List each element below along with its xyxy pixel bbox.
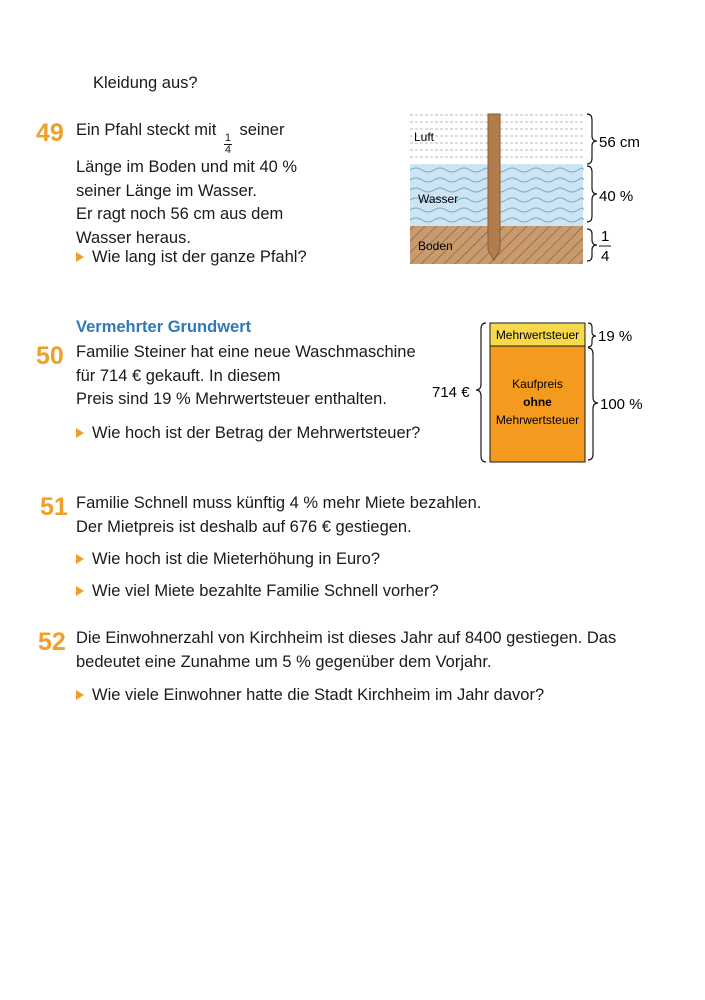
fraction-numerator: 1	[224, 132, 231, 144]
task-49-line-1	[76, 119, 376, 156]
task-49-question-text: Wie lang ist der ganze Pfahl?	[92, 248, 307, 266]
vat-box-label: Mehrwertsteuer	[495, 328, 580, 342]
net-price-line-3: Mehrwertsteuer	[495, 413, 580, 427]
task-number-50: 50	[36, 342, 64, 370]
task-52-line-2: bedeutet eine Zunahme um 5 % gegenüber dem Vorjahr.	[76, 652, 492, 671]
task-52-question	[76, 684, 544, 706]
pole-figure	[405, 110, 665, 270]
task-50-text	[76, 341, 446, 412]
task-51-text	[76, 492, 636, 539]
task-49-line-1-post: seiner	[239, 121, 285, 139]
bullet-triangle-icon	[76, 690, 84, 700]
task-49-line-4: Er ragt noch 56 cm aus dem	[76, 205, 284, 223]
soil-fraction-denominator: 4	[601, 248, 610, 265]
task-52-line-1: Die Einwohnerzahl von Kirchheim ist dieses Jahr auf 8400 gestiegen. Das	[76, 629, 617, 647]
air-value: 56 cm	[599, 134, 640, 151]
task-49-question	[76, 246, 307, 268]
task-49-line-2: Länge im Boden und mit 40 %	[76, 158, 298, 176]
water-value: 40 %	[599, 188, 634, 205]
vat-figure	[428, 318, 658, 468]
section-heading: Vermehrter Grundwert	[76, 318, 252, 336]
task-number-51: 51	[40, 493, 68, 521]
task-50-question	[76, 422, 420, 444]
air-label: Luft	[414, 130, 435, 144]
task-51-line-2: Der Mietpreis ist deshalb auf 676 € gestiegen.	[76, 517, 412, 536]
task-51-question-1-text: Wie hoch ist die Mieterhöhung in Euro?	[92, 550, 380, 568]
task-number-49: 49	[36, 119, 64, 147]
pole	[488, 114, 500, 260]
task-51-question-2-text: Wie viel Miete bezahlte Familie Schnell vorher?	[92, 582, 439, 600]
task-49-line-5: Wasser heraus.	[76, 228, 191, 247]
task-50-line-1: Familie Steiner hat eine neue Waschmaschine	[76, 343, 416, 361]
task-49-text	[76, 119, 376, 250]
task-50-line-3: Preis sind 19 % Mehrwertsteuer enthalten.	[76, 390, 387, 408]
task-50-line-2: für 714 € gekauft. In diesem	[76, 366, 281, 385]
net-price-line-1: Kaufpreis	[512, 377, 563, 391]
bullet-triangle-icon	[76, 586, 84, 596]
task-49-line-3: seiner Länge im Wasser.	[76, 181, 257, 200]
water-label: Wasser	[418, 192, 459, 206]
soil-fraction-numerator: 1	[601, 228, 610, 245]
bullet-triangle-icon	[76, 252, 84, 262]
bullet-triangle-icon	[76, 428, 84, 438]
fraction-denominator: 4	[224, 144, 231, 156]
total-price: 714 €	[432, 384, 470, 401]
task-49-line-1-pre: Ein Pfahl steckt mit	[76, 121, 217, 139]
task-50-question-text: Wie hoch ist der Betrag der Mehrwertsteuer?	[92, 424, 421, 442]
task-51-line-1: Familie Schnell muss künftig 4 % mehr Miete bezahlen.	[76, 494, 482, 512]
soil-label: Boden	[418, 239, 453, 253]
task-number-52: 52	[38, 628, 66, 656]
task-51-question-2	[76, 580, 439, 602]
previous-task-tail: Kleidung aus?	[93, 74, 198, 92]
net-price-line-2: ohne	[523, 395, 552, 409]
vat-percent: 19 %	[598, 328, 633, 345]
task-52-question-text: Wie viele Einwohner hatte die Stadt Kirchheim im Jahr davor?	[92, 686, 545, 704]
fraction-one-quarter	[224, 133, 232, 156]
bullet-triangle-icon	[76, 554, 84, 564]
task-52-text	[76, 627, 676, 674]
task-51-question-1	[76, 548, 380, 570]
net-percent: 100 %	[600, 396, 643, 413]
